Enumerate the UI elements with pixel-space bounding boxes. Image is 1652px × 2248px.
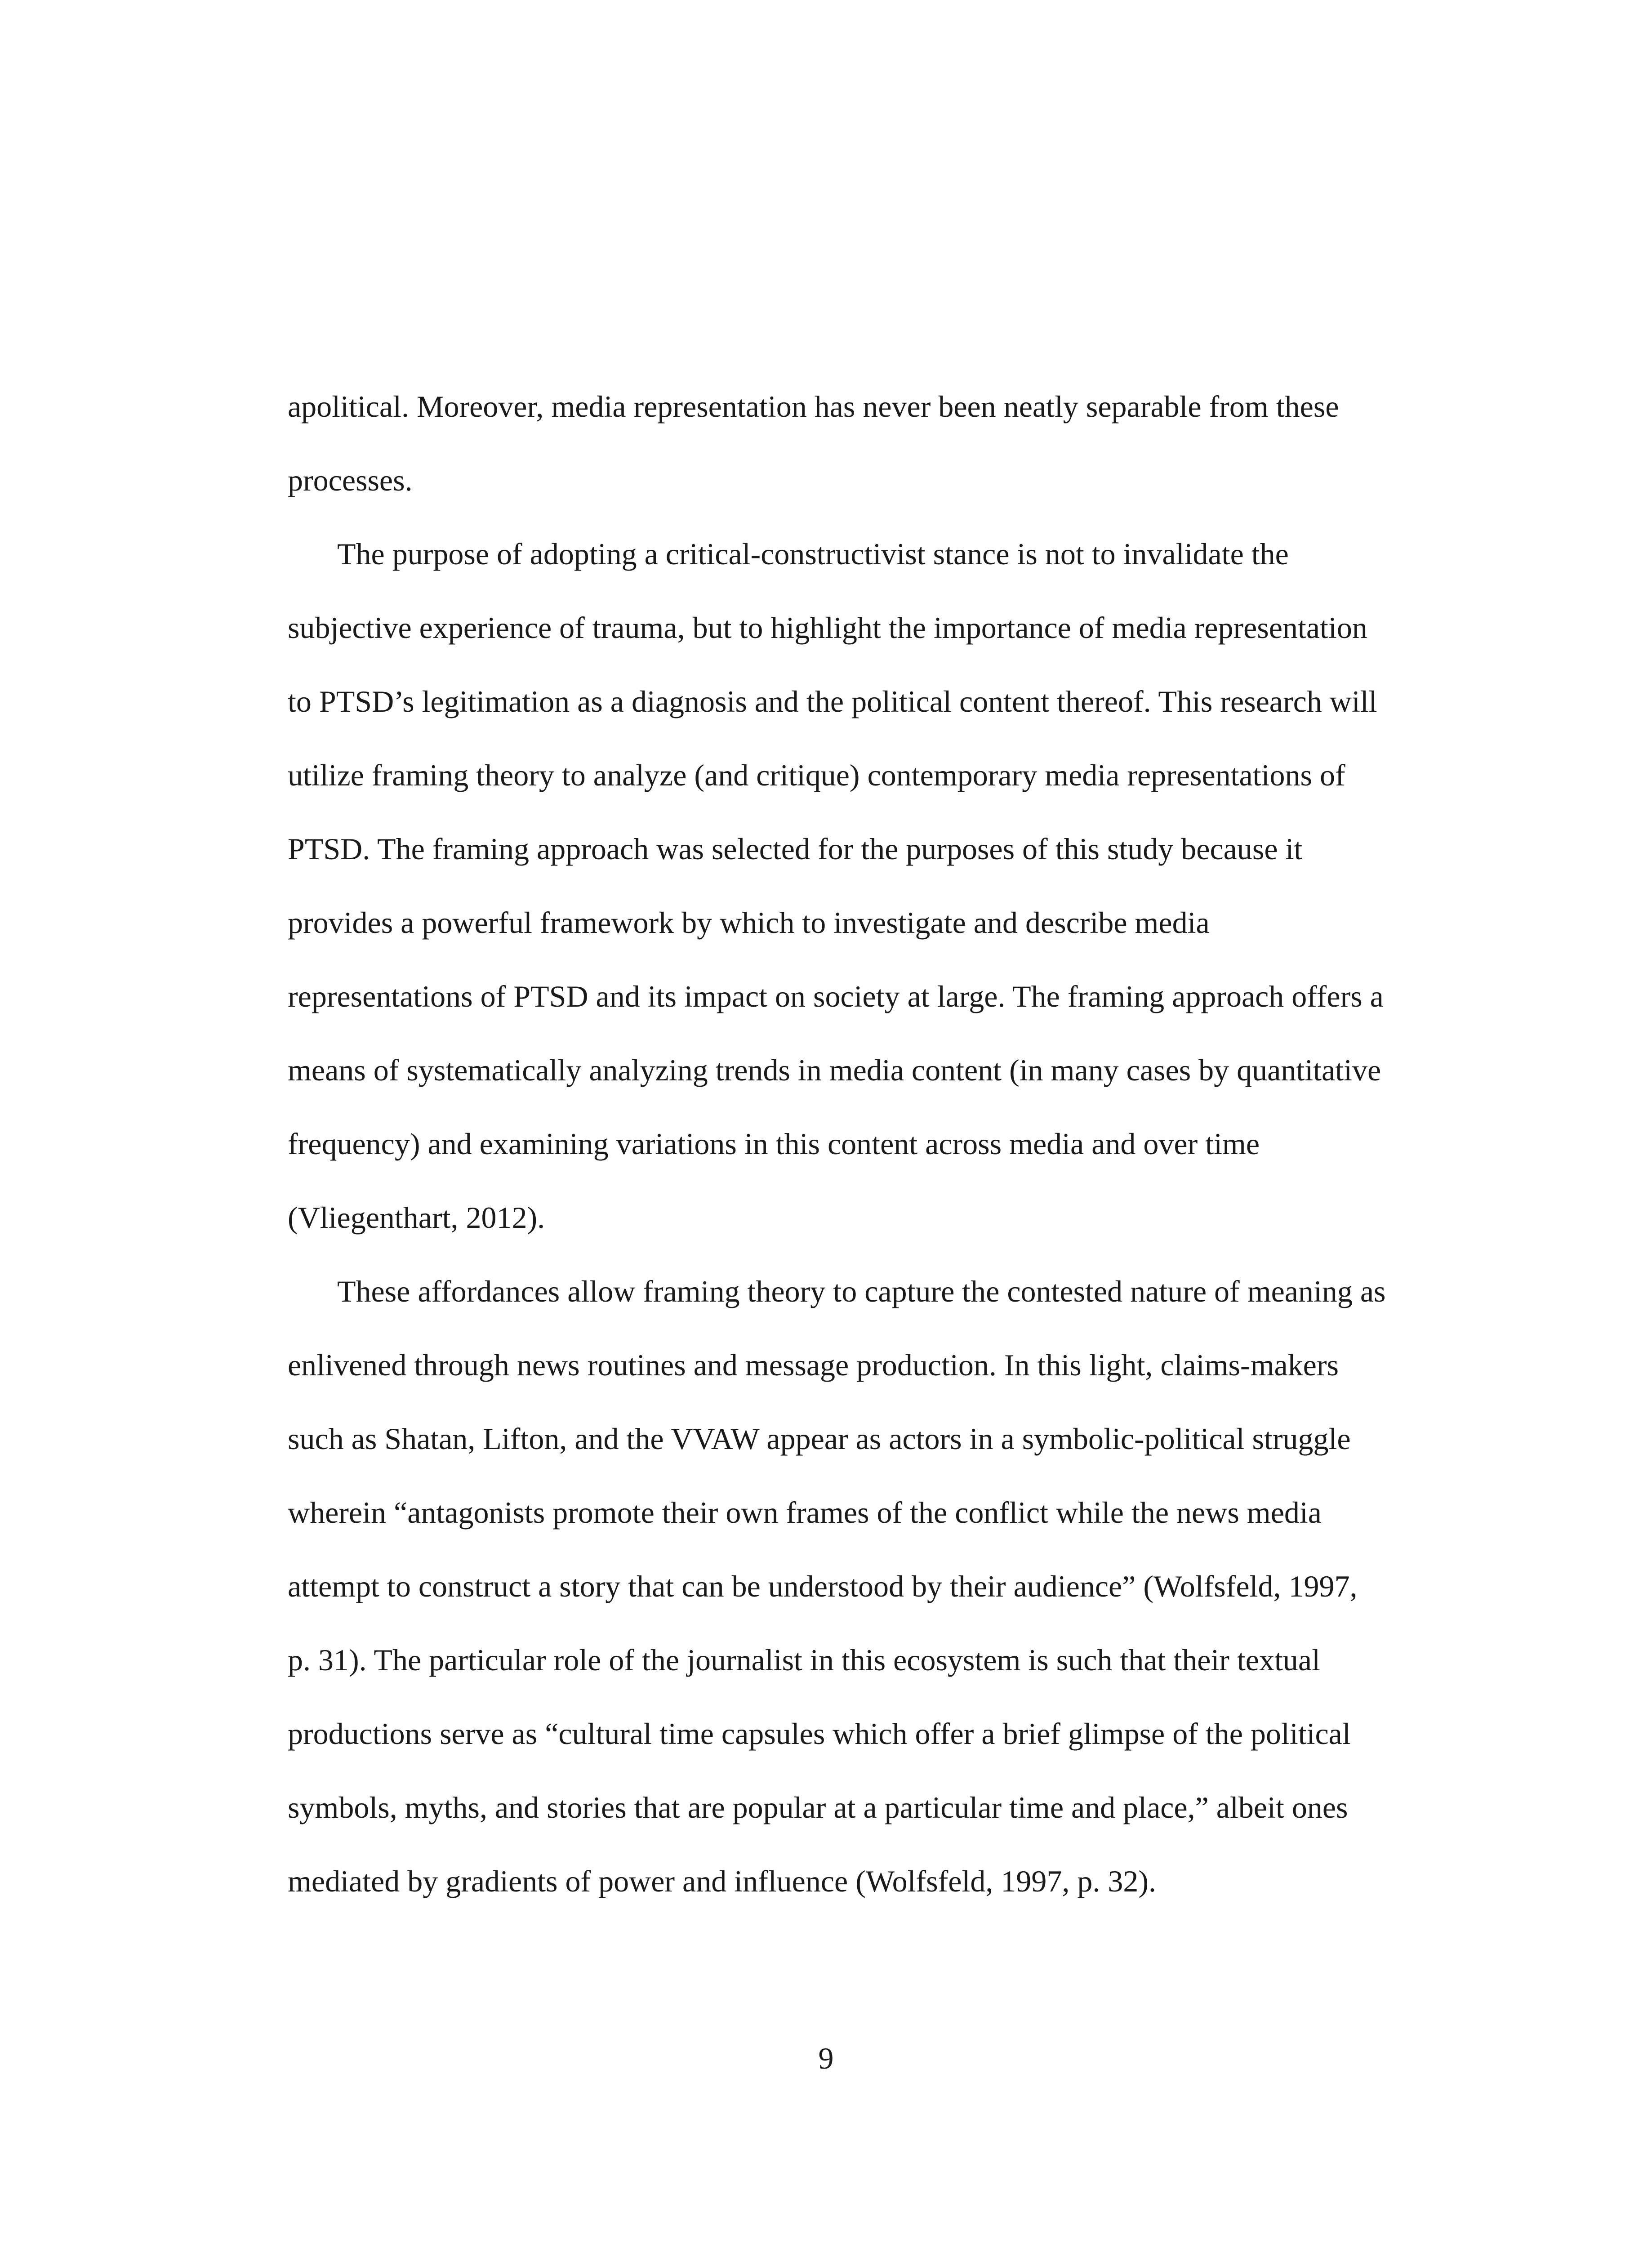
text-line: productions serve as “cultural time capsules which offer a brief glimpse of the political xyxy=(288,1717,1351,1751)
text-line: to PTSD’s legitimation as a diagnosis and the political content thereof. This research will xyxy=(288,684,1377,718)
body-text xyxy=(288,370,1461,1918)
text-line: symbols, myths, and stories that are popular at a particular time and place,” albeit ones xyxy=(288,1790,1348,1824)
text-line: means of systematically analyzing trends in media content (in many cases by quantitative xyxy=(288,1053,1381,1087)
text-line: (Vliegenthart, 2012). xyxy=(288,1200,545,1235)
text-line: provides a powerful framework by which to investigate and describe media xyxy=(288,905,1210,940)
text-line: wherein “antagonists promote their own frames of the conflict while the news media xyxy=(288,1495,1322,1530)
page-number: 9 xyxy=(818,2041,834,2075)
text-line: processes. xyxy=(288,463,413,497)
paragraph-first-line: The purpose of adopting a critical-constructivist stance is not to invalidate the xyxy=(337,537,1289,571)
text-line: subjective experience of trauma, but to highlight the importance of media representation xyxy=(288,611,1367,645)
text-line: attempt to construct a story that can be understood by their audience” (Wolfsfeld, 1997, xyxy=(288,1569,1358,1603)
text-line: such as Shatan, Lifton, and the VVAW appear as actors in a symbolic-political struggle xyxy=(288,1422,1351,1456)
paragraph-first-line: These affordances allow framing theory to capture the contested nature of meaning as xyxy=(337,1274,1386,1308)
text-line: mediated by gradients of power and influence (Wolfsfeld, 1997, p. 32). xyxy=(288,1864,1156,1898)
text-line: enlivened through news routines and message production. In this light, claims-makers xyxy=(288,1348,1339,1382)
text-line: PTSD. The framing approach was selected for the purposes of this study because it xyxy=(288,832,1303,866)
text-line: representations of PTSD and its impact on society at large. The framing approach offers a xyxy=(288,979,1384,1013)
text-line: utilize framing theory to analyze (and critique) contemporary media representations of xyxy=(288,758,1345,792)
text-line: p. 31). The particular role of the journalist in this ecosystem is such that their textual xyxy=(288,1643,1320,1677)
text-line: frequency) and examining variations in this content across media and over time xyxy=(288,1127,1260,1161)
text-line: apolitical. Moreover, media representation has never been neatly separable from these xyxy=(288,389,1339,424)
